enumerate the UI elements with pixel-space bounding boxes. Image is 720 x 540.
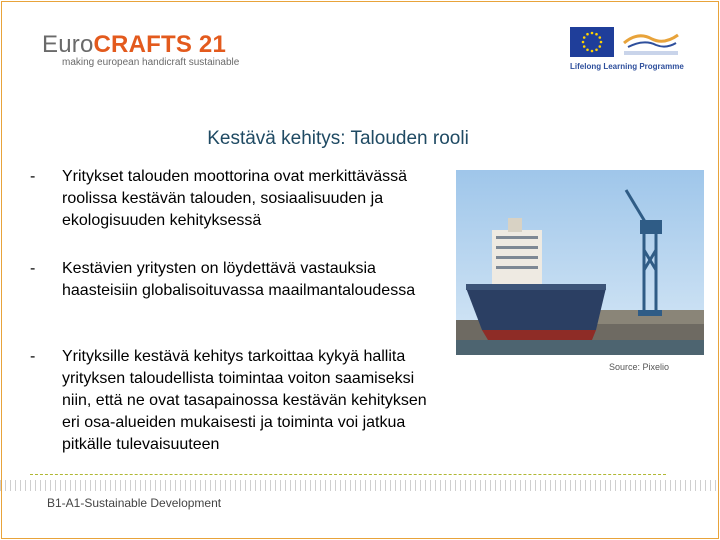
footer-divider [30,474,666,475]
eurocrafts-logo [42,32,239,68]
slide-title: Kestävä kehitys: Talouden rooli [207,128,469,149]
bullet-item [30,346,430,456]
logo-euro-text: Euro [42,31,94,58]
cargo-ship-photo [456,170,704,355]
decorative-tick-strip [0,480,720,491]
bullet-item [30,258,430,302]
bullet-text: Kestävien yritysten on löydettävä vastauksia haasteisiin globalisoituvassa maailmantaloudessa [62,260,416,299]
logo-tagline: making european handicraft sustainable [62,57,240,68]
bullet-marker: - [30,348,36,365]
bullet-text: Yritykset talouden moottorina ovat merkittävässä roolissa kestävän talouden, sosiaalisuuden ja ekologisuuden kehityksessä [62,168,408,229]
footer-text: B1-A1-Sustainable Development [47,496,222,510]
eu-program-logos [570,27,682,73]
bullet-marker: - [30,260,36,277]
eu-program-caption: Lifelong Learning Programme [570,62,684,71]
bullet-item [30,166,430,232]
logo-crafts-text: CRAFTS 21 [93,31,226,58]
eu-flag-icon [570,27,614,57]
image-source-credit: Source: Pixelio [609,362,670,372]
lifelong-learning-logo-icon [620,29,682,59]
bullet-marker: - [30,168,36,185]
bullet-text: Yrityksille kestävä kehitys tarkoittaa kykyä hallita yrityksen taloudellista toimintaa voiton saamiseksi niin, että ne ovat tasapainossa kestävän kehityksen eri osa-alueiden mukaisesti ja toiminta voi jatkua pitkälle tulevaisuuteen [62,348,427,453]
